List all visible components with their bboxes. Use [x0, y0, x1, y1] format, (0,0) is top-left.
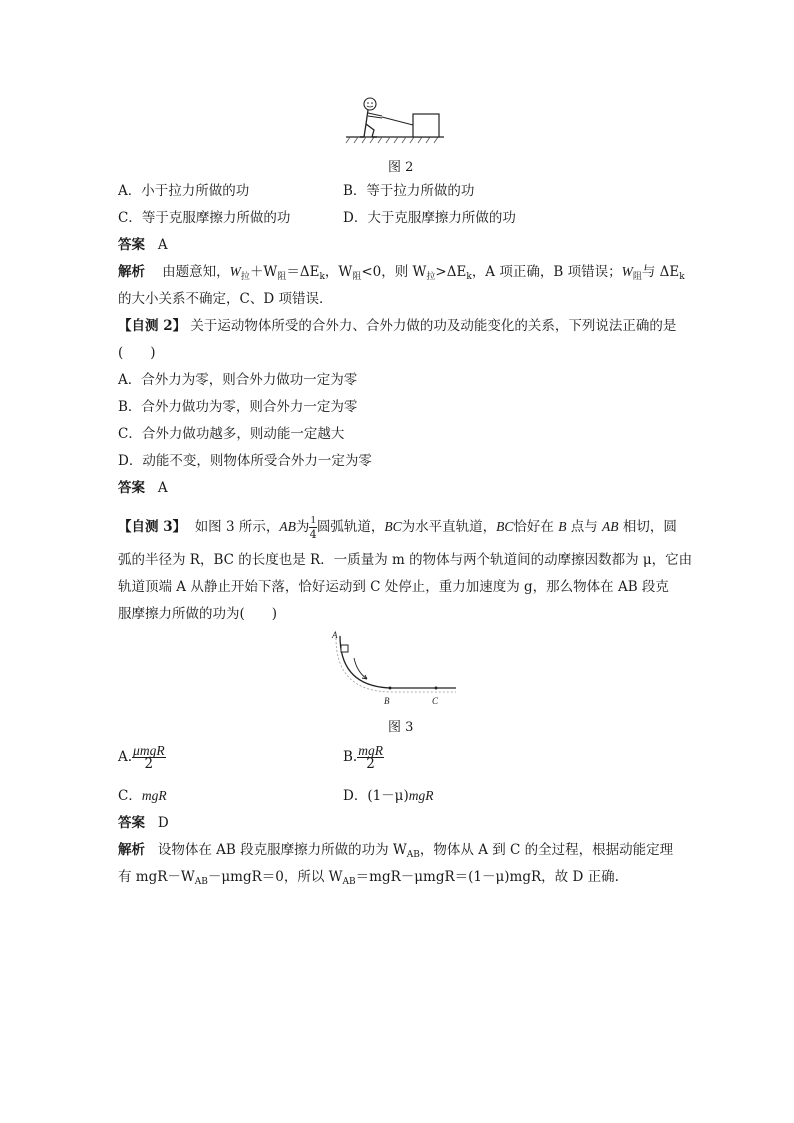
q3-stem-line-2: 弧的半径为 R，BC 的长度也是 R．一质量为 m 的物体与两个轨道间的动摩擦因数都为 μ，它由 [118, 552, 693, 568]
q3-stem-line-4: 服摩擦力所做的功为( ) [118, 606, 278, 622]
q3-answer: 答案 D [118, 815, 169, 831]
q2-tag: 【自测 2】 [118, 318, 187, 334]
figure-3-track [330, 628, 462, 710]
figure-3-caption: 图 3 [388, 720, 414, 735]
figure-2-caption: 图 2 [388, 160, 414, 175]
answer-value: A [157, 237, 168, 253]
q3-option-a: A. $\frac{\text{μmgR}}{2}$ [118, 743, 165, 772]
answer-label: 答案 [118, 237, 145, 253]
q2-option-a: A．合外力为零，则合外力做功一定为零 [118, 372, 358, 388]
q2-option-c: C．合外力做功越多，则动能一定越大 [118, 426, 345, 442]
q1-option-c: C．等于克服摩擦力所做的功 [118, 210, 291, 226]
point-a-label: A [332, 630, 338, 640]
q2-stem: 【自测 2】 关于运动物体所受的合外力、合外力做的功及动能变化的关系，下列说法正确的是 [118, 318, 677, 334]
analysis-label: 解析 [118, 264, 145, 280]
q2-option-d: D．动能不变，则物体所受合外力一定为零 [118, 453, 372, 469]
q1-option-d: D．大于克服摩擦力所做的功 [343, 210, 516, 226]
point-c-label: C [432, 696, 439, 706]
q3-stem-line-3: 轨道顶端 A 从静止开始下落，恰好运动到 C 处停止，重力加速度为 g，那么物体在 AB 段克 [118, 579, 669, 595]
q1-analysis-line-2: 的大小关系不确定，C、D 项错误． [118, 291, 333, 307]
point-b-label: B [384, 696, 390, 706]
q2-paren: ( ) [118, 345, 156, 361]
q1-option-b: B．等于拉力所做的功 [343, 183, 475, 199]
q3-tag: 【自测 3】 [118, 519, 187, 535]
q3-stem-line-1: 【自测 3】 如图 3 所示，AB为 $\frac{1}{4}$ 圆弧轨道，BC为水平直轨道，BC恰好在 B 点与 AB 相切，圆 [118, 514, 677, 541]
q3-analysis-line-2: 有 $mgR-W_{AB}-\mu mgR=0$，所以 $W_{AB}=mgR-\mu mgR=(1-\mu)mgR$，故 D 正确. [118, 869, 619, 887]
q3-option-c: C．mgR [118, 788, 167, 804]
q3-option-b: B. $\frac{\text{mgR}}{2}$ [343, 743, 383, 772]
q1-answer [118, 236, 168, 254]
analysis-intro: 由题意知， [162, 264, 230, 280]
q1-analysis-line-1: 解析 由题意知，$W_拉+W_阻=\Delta E_k$，$W_阻<0$，则 $W_拉>\Delta E_k$，A 项正确，B 项错误；$W_阻$与 $\Delta E_k$ [118, 264, 685, 282]
q3-analysis-line-1: 解析 设物体在 AB 段克服摩擦力所做的功为 $W_{AB}$，物体从 A 到 C 的全过程，根据动能定理 [118, 842, 674, 860]
q1-option-a: A．小于拉力所做的功 [118, 183, 250, 199]
figure-2-person-pulling-box [344, 94, 448, 146]
q2-answer: 答案 A [118, 480, 168, 496]
q3-option-d: D．(1－μ)mgR [343, 788, 434, 804]
q2-option-b: B．合外力做功为零，则合外力一定为零 [118, 399, 358, 415]
